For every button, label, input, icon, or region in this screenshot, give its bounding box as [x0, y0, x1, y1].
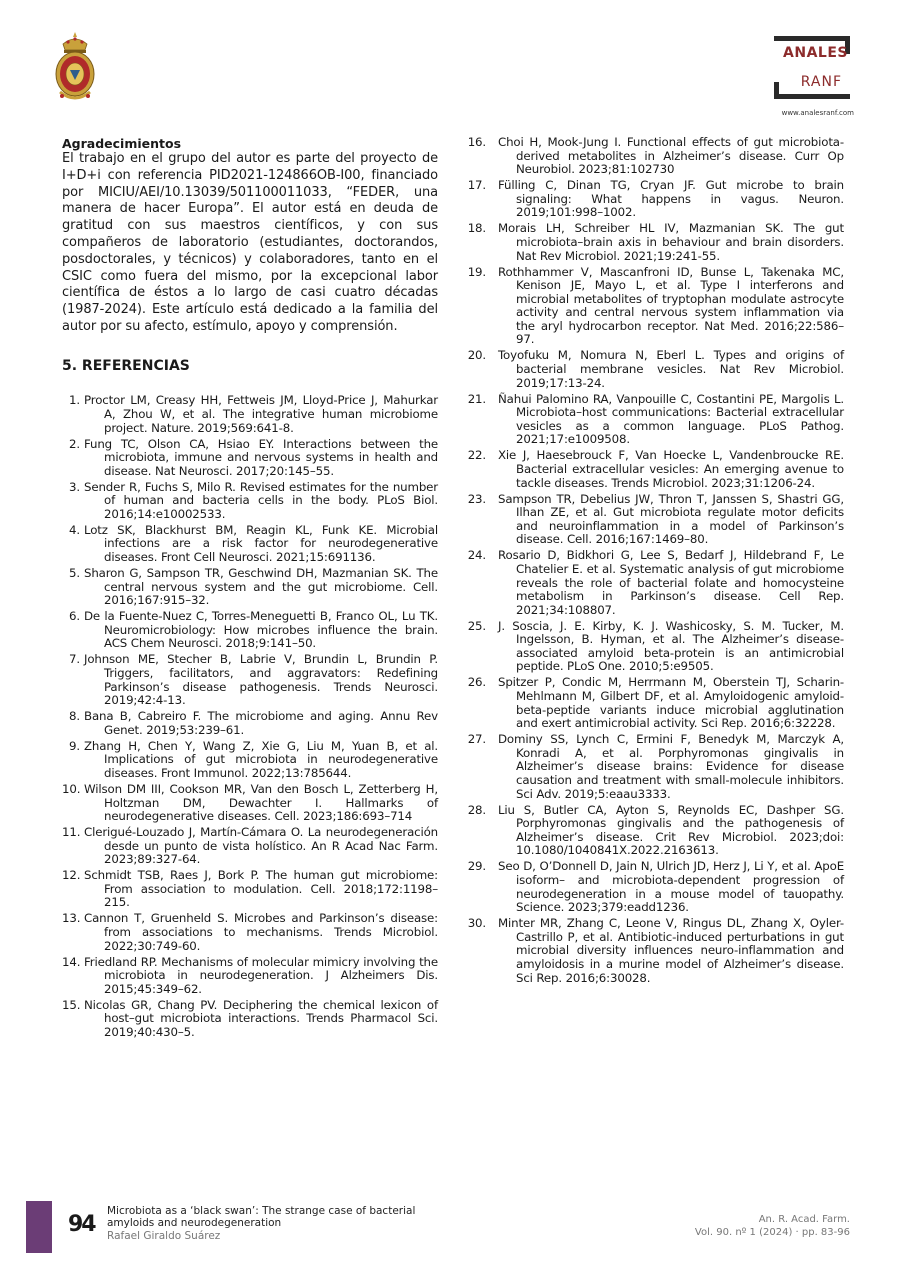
reference-text: Fung TC, Olson CA, Hsiao EY. Interactions between the microbiota, immune and nervous systems in health and disease. Nat Neurosci. 2017;20:145–55. [84, 436, 438, 478]
reference-item [462, 804, 844, 858]
reference-text: Morais LH, Schreiber HL IV, Mazmanian SK. The gut microbiota–brain axis in behaviour and brain disorders. Nat Rev Microbiol. 2021;19:241-55. [498, 221, 844, 263]
reference-number: 9. [69, 738, 80, 753]
reference-item [462, 676, 844, 730]
reference-item [62, 999, 438, 1040]
reference-text: Spitzer P, Condic M, Herrmann M, Oberstein TJ, Scharin-Mehlmann M, Gilbert DF, et al. Amyloidogenic amyloid-beta-peptide variants induce microbial agglutination and exert antimicrobial activity. Sci Rep. 2016;6:32228. [498, 675, 844, 731]
reference-number: 5. [69, 566, 80, 581]
reference-text: Ñahui Palomino RA, Vanpouille C, Costantini PE, Margolis L. Microbiota–host communications: Bacterial extracellular vesicles as a common language. PLoS Pathog. 2021;17:e1009508. [498, 391, 844, 447]
footer-author: Rafael Giraldo Suárez [107, 1229, 221, 1242]
reference-number: 1. [69, 393, 80, 408]
reference-number: 18. [467, 221, 486, 236]
journal-logo-anales: ANALES [783, 45, 848, 61]
reference-item [62, 653, 438, 707]
reference-item [462, 620, 844, 674]
reference-text: Liu S, Butler CA, Ayton S, Reynolds EC, Dashper SG. Porphyromonas gingivalis and the pathogenesis of Alzheimer’s disease. Crit Rev Microbiol. 2023;doi: 10.1080/1040841X.2022.2163613. [498, 802, 844, 858]
reference-item [62, 567, 438, 608]
reference-number: 29. [467, 859, 486, 874]
reference-number: 12. [62, 868, 81, 883]
reference-number: 15. [62, 997, 81, 1012]
reference-number: 25. [467, 618, 486, 633]
reference-number: 7. [69, 652, 80, 667]
reference-number: 13. [62, 911, 81, 926]
reference-item [62, 524, 438, 565]
reference-item [462, 222, 844, 263]
reference-item [462, 917, 844, 985]
reference-item [462, 266, 844, 348]
journal-logo-ranf: RANF [800, 74, 842, 90]
footer-volume: Vol. 90. nº 1 (2024) · pp. 83-96 [694, 1226, 850, 1238]
reference-item [62, 394, 438, 435]
reference-number: 3. [69, 479, 80, 494]
footer-article-title-line2: amyloids and neurodegeneration [107, 1217, 282, 1230]
reference-text: Sender R, Fuchs S, Milo R. Revised estimates for the number of human and bacteria cells in the body. PLoS Biol. 2016;14:e10002533. [84, 479, 438, 521]
reference-text: Schmidt TSB, Raes J, Bork P. The human gut microbiome: From association to modulation. Cell. 2018;172:1198–215. [84, 868, 438, 910]
reference-number: 6. [69, 609, 80, 624]
reference-list-left [62, 394, 438, 1039]
reference-text: Zhang H, Chen Y, Wang Z, Xie G, Liu M, Yuan B, et al. Implications of gut microbiota in neurodegenerative diseases. Front Immunol. 2022;13:785644. [84, 738, 438, 780]
reference-item [62, 610, 438, 651]
reference-item [462, 733, 844, 801]
reference-text: Sharon G, Sampson TR, Geschwind DH, Mazmanian SK. The central nervous system and the gut microbiome. Cell. 2016;167:915–32. [84, 566, 438, 608]
reference-number: 24. [467, 548, 486, 563]
reference-number: 14. [62, 954, 81, 969]
reference-text: Cannon T, Gruenheld S. Microbes and Parkinson’s disease: from associations to mechanisms. Trends Microbiol. 2022;30:749-60. [84, 911, 438, 953]
reference-item [462, 549, 844, 617]
reference-item [462, 349, 844, 390]
reference-number: 21. [467, 391, 486, 406]
reference-item [62, 740, 438, 781]
reference-text: Xie J, Haesebrouck F, Van Hoecke L, Vandenbroucke RE. Bacterial extracellular vesicles: An emerging avenue to tackle diseases. Trends Microbiol. 2023;31:1206-24. [498, 448, 844, 490]
reference-number: 23. [467, 491, 486, 506]
reference-number: 20. [467, 348, 486, 363]
journal-website: www.analesranf.com [781, 109, 854, 117]
reference-number: 19. [467, 264, 486, 279]
reference-item [462, 393, 844, 447]
reference-number: 16. [467, 135, 486, 149]
reference-number: 4. [69, 522, 80, 537]
footer-journal-info [695, 1214, 850, 1239]
footer-journal: An. R. Acad. Farm. [758, 1214, 850, 1225]
acknowledgements-title: Agradecimientos [62, 136, 182, 151]
references-title: 5. REFERENCIAS [62, 357, 190, 374]
reference-number: 27. [467, 732, 486, 747]
reference-item [62, 869, 438, 910]
reference-number: 28. [467, 802, 486, 817]
acknowledgements-body: El trabajo en el grupo del autor es parte del proyecto de I+D+i con referencia PID2021-124866OB-I00, financiado por MICIU/AEI/10.13039/501100011033, “FEDER, una manera de hacer Europa”. El autor está en deuda de gratitud con sus maestros científicos, y con sus compañeros de laboratorio (estudiantes, doctorandos, posdoctorales, y técnicos) y colaboradores, tanto en el CSIC como fuera del mismo, por la excepcional labor científica de éstos a lo largo de casi cuatro décadas (1987-2024). Este artículo está dedicado a la familia del autor por su afecto, estímulo, apoyo y comprensión. [62, 151, 438, 334]
reference-number: 17. [467, 178, 486, 193]
reference-text: Minter MR, Zhang C, Leone V, Ringus DL, Zhang X, Oyler-Castrillo P, et al. Antibiotic-induced perturbations in gut microbial diversity influences neuro-inflammation and amyloidosis in a murine model of Alzheimer’s disease. Sci Rep. 2016;6:30028. [498, 916, 844, 985]
journal-logo [738, 36, 854, 120]
reference-list-right [462, 136, 844, 985]
footer-article-info [107, 1205, 415, 1242]
reference-item [462, 449, 844, 490]
reference-text: Lotz SK, Blackhurst BM, Reagin KL, Funk KE. Microbial infections are a risk factor for neurodegenerative diseases. Front Cell Neurosci. 2021;15:691136. [84, 522, 438, 565]
reference-item [62, 438, 438, 479]
reference-number: 30. [467, 916, 486, 931]
reference-item [62, 783, 438, 824]
reference-text: Rothhammer V, Mascanfroni ID, Bunse L, Takenaka MC, Kenison JE, Mayo L, et al. Type I interferons and microbial metabolites of tryptophan modulate astrocyte activity and central nervous system inflammation via the aryl hydrocarbon receptor. Nat Med. 2016;22:586–97. [498, 264, 844, 347]
reference-item [462, 179, 844, 220]
reference-text: De la Fuente-Nuez C, Torres-Meneguetti B, Franco OL, Lu TK. Neuromicrobiology: How microbes influence the brain. ACS Chem Neurosci. 2018;9:141–50. [84, 609, 438, 651]
academy-crest-icon [54, 30, 96, 106]
right-column [462, 136, 844, 987]
reference-text: Sampson TR, Debelius JW, Thron T, Janssen S, Shastri GG, Ilhan ZE, et al. Gut microbiota regulate motor deficits and neuroinflammation in a model of Parkinson’s disease. Cell. 2016;167:1469–80. [498, 491, 844, 547]
reference-number: 11. [62, 825, 81, 840]
reference-text: Bana B, Cabreiro F. The microbiome and aging. Annu Rev Genet. 2019;53:239–61. [84, 709, 438, 737]
reference-number: 26. [467, 675, 486, 690]
footer-article-title-line1: Microbiota as a ‘black swan’: The strange case of bacterial [107, 1205, 416, 1217]
reference-text: Proctor LM, Creasy HH, Fettweis JM, Lloyd-Price J, Mahurkar A, Zhou W, et al. The integrative human microbiome project. Nature. 2019;569:641-8. [84, 393, 438, 435]
left-column [62, 136, 438, 1042]
reference-number: 8. [69, 709, 80, 724]
reference-item [62, 956, 438, 997]
reference-item [462, 860, 844, 914]
reference-item [62, 912, 438, 953]
reference-text: Wilson DM III, Cookson MR, Van den Bosch L, Zetterberg H, Holtzman DM, Dewachter I. Hallmarks of neurodegenerative diseases. Cell. 2023;186:693–714 [84, 781, 438, 824]
reference-item [62, 481, 438, 522]
reference-text: Dominy SS, Lynch C, Ermini F, Benedyk M, Marczyk A, Konradi A, et al. Porphyromonas gingivalis in Alzheimer’s disease brains: Evidence for disease causation and treatment with small-molecule inhibitors. Sci Adv. 2019;5:eaau3333. [498, 732, 844, 801]
reference-item [462, 493, 844, 547]
reference-item [462, 136, 844, 177]
reference-item [62, 826, 438, 867]
reference-text: Rosario D, Bidkhori G, Lee S, Bedarf J, Hildebrand F, Le Chatelier E. et al. Systematic analysis of gut microbiome reveals the role of bacterial folate and homocysteine metabolism in Parkinson’s disease. Cell Rep. 2021;34:108807. [498, 548, 844, 617]
footer-accent-bar [26, 1201, 52, 1253]
reference-number: 2. [69, 436, 80, 451]
reference-text: Toyofuku M, Nomura N, Eberl L. Types and origins of bacterial membrane vesicles. Nat Rev Microbiol. 2019;17:13-24. [498, 348, 844, 390]
reference-number: 22. [467, 448, 486, 463]
page-number: 94 [68, 1212, 95, 1237]
reference-text: Nicolas GR, Chang PV. Deciphering the chemical lexicon of host–gut microbiota interactions. Trends Pharmacol Sci. 2019;40:430–5. [84, 997, 438, 1039]
reference-text: Clerigué-Louzado J, Martín-Cámara O. La neurodegeneración desde un punto de vista holístico. An R Acad Nac Farm. 2023;89:327-64. [84, 825, 438, 867]
reference-text: J. Soscia, J. E. Kirby, K. J. Washicosky, S. M. Tucker, M. Ingelsson, B. Hyman, et al. The Alzheimer’s disease-associated amyloid beta-protein is an antimicrobial peptide. PLoS One. 2010;5:e9505. [498, 618, 844, 674]
reference-item [62, 710, 438, 737]
reference-text: Friedland RP. Mechanisms of molecular mimicry involving the microbiota in neurodegeneration. J Alzheimers Dis. 2015;45:349–62. [84, 954, 438, 996]
reference-text: Choi H, Mook-Jung I. Functional effects of gut microbiota-derived metabolites in Alzheimer’s disease. Curr Op Neurobiol. 2023;81:102730 [498, 135, 844, 177]
reference-text: Seo D, O’Donnell D, Jain N, Ulrich JD, Herz J, Li Y, et al. ApoE isoform– and microbiota-dependent progression of neurodegeneration in a mouse model of tauopathy. Science. 2023;379:eadd1236. [498, 859, 844, 915]
reference-text: Fülling C, Dinan TG, Cryan JF. Gut microbe to brain signaling: What happens in vagus. Neuron. 2019;101:998–1002. [498, 178, 844, 220]
reference-text: Johnson ME, Stecher B, Labrie V, Brundin L, Brundin P. Triggers, facilitators, and aggravators: Redefining Parkinson’s disease pathogenesis. Trends Neurosci. 2019;42:4-13. [84, 652, 438, 708]
reference-number: 10. [62, 781, 81, 796]
